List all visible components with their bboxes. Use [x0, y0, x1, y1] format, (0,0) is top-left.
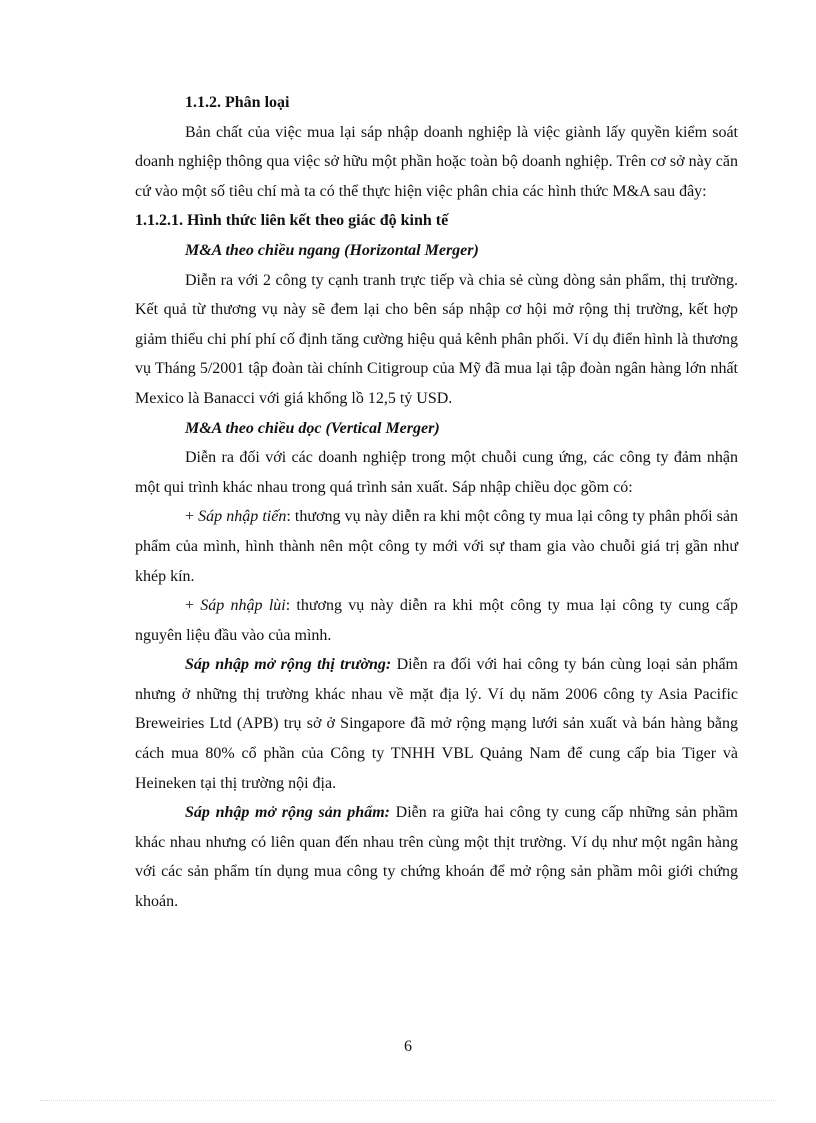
vertical-merger-title: M&A theo chiều dọc (Vertical Merger): [185, 419, 440, 437]
horizontal-merger-title: M&A theo chiều ngang (Horizontal Merger): [185, 241, 479, 259]
product-extension-title: Sáp nhập mở rộng sản phẩm:: [185, 804, 390, 822]
backward-integration-text: : thương vụ này diễn ra khi một công ty mua lại công ty cung cấp nguyên liệu đầu vào của mình.: [135, 597, 739, 644]
product-extension-text: Diễn ra giữa hai công ty cung cấp những sản phầm khác nhau nhưng có liên quan đến nhau trên cùng một thịt trường. Ví dụ như một ngân hàng với các sản phẩm tín dụng mua công ty chứng khoán để mở rộng sản phầm môi giới chứng khoán.: [135, 804, 738, 911]
market-extension-text: Diễn ra đối với hai công ty bán cùng loại sản phẩm nhưng ở những thị trường khác nhau về mặt địa lý. Ví dụ năm 2006 công ty Asia Pacific Breweiries Ltd (APB) trụ sở ở Singapore đã mở rộng mạng lưới sản xuất và bán hàng bằng cách mua 80% cổ phần của Công ty TNHH VBL Quảng Nam để cung cấp bia Tiger và Heineken tại thị trường nội địa.: [135, 656, 739, 792]
forward-integration-paragraph: [135, 502, 738, 591]
footer-divider: [40, 1100, 776, 1101]
market-extension-paragraph: [135, 650, 738, 798]
vertical-merger-paragraph: Diễn ra đối với các doanh nghiệp trong một chuỗi cung ứng, các công ty đảm nhận một qui trình khác nhau trong quá trình sản xuất. Sáp nhập chiều dọc gồm có:: [135, 449, 738, 496]
intro-paragraph: Bản chất của việc mua lại sáp nhập doanh nghiệp là việc giành lấy quyền kiểm soát doanh nghiệp thông qua việc sở hữu một phần hoặc toàn bộ doanh nghiệp. Trên cơ sở này căn cứ vào một số tiêu chí mà ta có thể thực hiện việc phân chia các hình thức M&A sau đây:: [135, 123, 738, 200]
page-number: 6: [404, 1038, 412, 1055]
forward-integration-text: : thương vụ này diễn ra khi một công ty mua lại công ty phân phối sản phẩm của mình, hình thành nên một công ty mới với sự tham gia vào chuỗi giá trị gần như khép kín.: [135, 508, 739, 585]
product-extension-paragraph: [135, 798, 738, 916]
document-page: [135, 88, 738, 917]
section-heading: 1.1.2. Phân loại: [185, 94, 290, 111]
subsection-heading: 1.1.2.1. Hình thức liên kết theo giác độ kinh tế: [135, 212, 449, 230]
backward-integration-term: Sáp nhập lùi: [200, 597, 286, 615]
horizontal-merger-paragraph: Diễn ra với 2 công ty cạnh tranh trực tiếp và chia sẻ cùng dòng sản phẩm, thị trường. Kết quả từ thương vụ này sẽ đem lại cho bên sáp nhập cơ hội mở rộng thị trường, kết hợp giảm thiểu chi phí phí cố định tăng cường hiệu quả kênh phân phối. Ví dụ điển hình là thương vụ Tháng 5/2001 tập đoàn tài chính Citigroup của Mỹ đã mua lại tập đoàn ngân hàng lớn nhất Mexico là Banacci với giá khổng lồ 12,5 tỷ USD.: [135, 271, 738, 407]
bullet-plus: +: [185, 597, 201, 615]
forward-integration-term: Sáp nhập tiến: [198, 508, 287, 526]
backward-integration-paragraph: [135, 591, 738, 650]
market-extension-title: Sáp nhập mở rộng thị trường:: [185, 656, 392, 674]
bullet-plus: +: [185, 508, 199, 526]
